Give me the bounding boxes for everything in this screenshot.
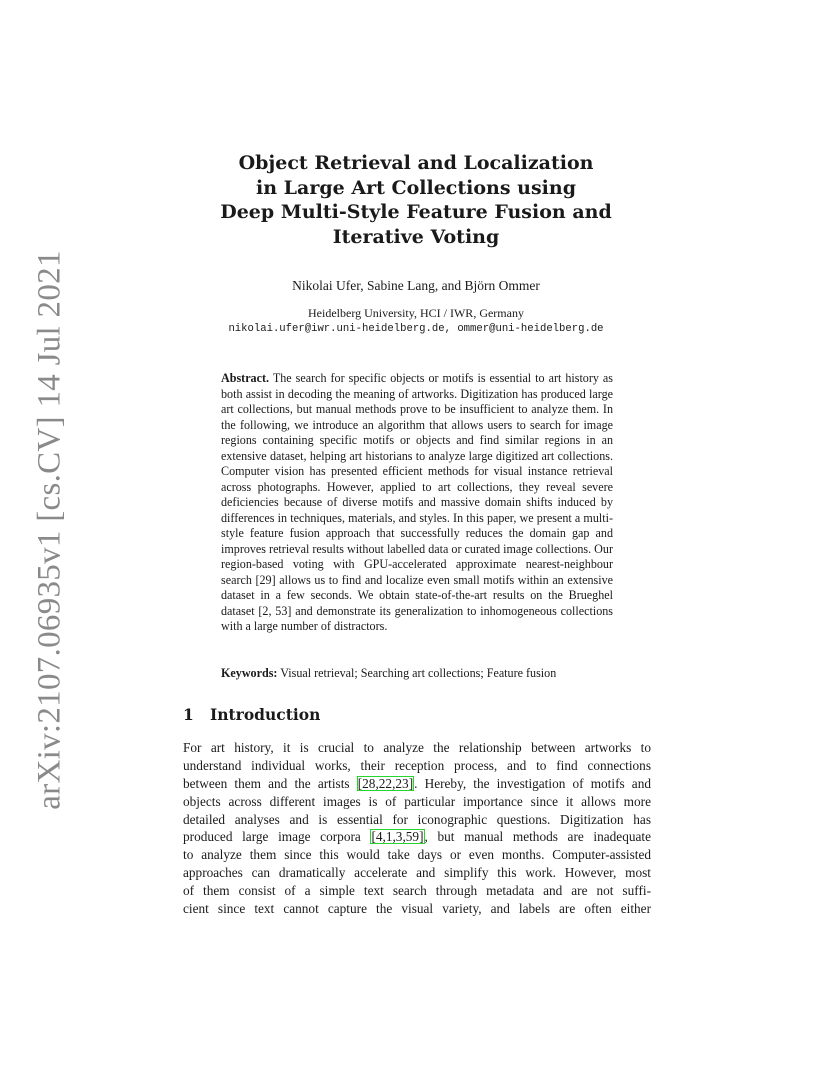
paragraph-line: understand individual works, their reception process, and to find connections — [183, 757, 651, 773]
paragraph-line: For art history, it is crucial to analyze the relationship between artworks to — [183, 740, 651, 755]
abstract-label: Abstract. — [221, 371, 270, 385]
keywords-label: Keywords: — [221, 666, 278, 680]
keywords-text: Visual retrieval; Searching art collections; Feature fusion — [280, 666, 557, 680]
author-list: Nikolai Ufer, Sabine Lang, and Björn Ommer — [292, 278, 540, 293]
title-line: Object Retrieval and Localization — [238, 152, 594, 174]
paper-title — [200, 151, 632, 249]
abstract-text: The search for specific objects or motifs is essential to art history as both assist in decoding the meaning of artworks. Digitization has produced large art collections, but manual methods prove to be insufficient to analyze them. In the following, we introduce an algorithm that allows users to search for image regions containing specific motifs or objects and find similar regions in an extensive dataset, helping art historians to analyze large digitized art collections. Computer vision has presented efficient methods for visual instance retrieval across photographs. However, applied to art collections, they reveal severe deficiencies because of diverse motifs and massive domain shifts induced by differences in techniques, materials, and styles. In this paper, we present a multi-style feature fusion approach that successfully reduces the domain gap and improves retrieval results without labelled data or curated image collections. Our region-based voting with GPU-accelerated approximate nearest-neighbour search [29] allows us to find and localize even small motifs within an extensive dataset in a few seconds. We obtain state-of-the-art results on the Brueghel dataset [2, 53] and demonstrate its generalization to inhomogeneous collections with a large number of distractors. — [221, 371, 614, 633]
section-title: Introduction — [210, 705, 321, 724]
citation-link[interactable]: [4,1,3,59] — [371, 829, 424, 845]
abstract — [221, 371, 613, 635]
title-line: Deep Multi-Style Feature Fusion and — [220, 201, 612, 224]
introduction-paragraph — [183, 739, 651, 918]
line-text: between them and the artists — [183, 775, 350, 791]
section-heading — [183, 705, 320, 725]
title-line: Iterative Voting — [332, 225, 500, 248]
paragraph-line: to analyze them since this would take days or even months. Computer-assisted — [183, 847, 651, 863]
line-text: produced large image corpora — [183, 829, 361, 845]
section-number: 1 — [183, 705, 194, 724]
paragraph-line: objects across different images is of particular importance since it allows more — [183, 793, 651, 809]
paragraph-line — [183, 775, 651, 793]
paragraph-line: cient since text cannot capture the visual variety, and labels are often either — [183, 901, 651, 917]
line-text: . Hereby, the investigation of motifs and — [414, 775, 652, 791]
paragraph-line: detailed analyses and is essential for iconographic questions. Digitization has — [183, 811, 651, 827]
arxiv-identifier: arXiv:2107.06935v1 [cs.CV] 14 Jul 2021 — [31, 250, 68, 810]
author-emails: nikolai.ufer@iwr.uni-heidelberg.de, ommer@uni-heidelberg.de — [228, 323, 604, 335]
affiliation: Heidelberg University, HCI / IWR, Germany — [308, 306, 524, 320]
line-text: , but manual methods are inadequate — [424, 829, 651, 845]
keywords — [221, 666, 613, 682]
paragraph-line: approaches can dramatically accelerate and simplify this work. However, most — [183, 865, 651, 881]
title-line: in Large Art Collections using — [256, 176, 576, 199]
paragraph-line — [183, 828, 651, 846]
citation-link[interactable]: [28,22,23] — [357, 775, 414, 791]
paragraph-line: of them consist of a simple text search through metadata and are not suffi- — [183, 883, 651, 899]
